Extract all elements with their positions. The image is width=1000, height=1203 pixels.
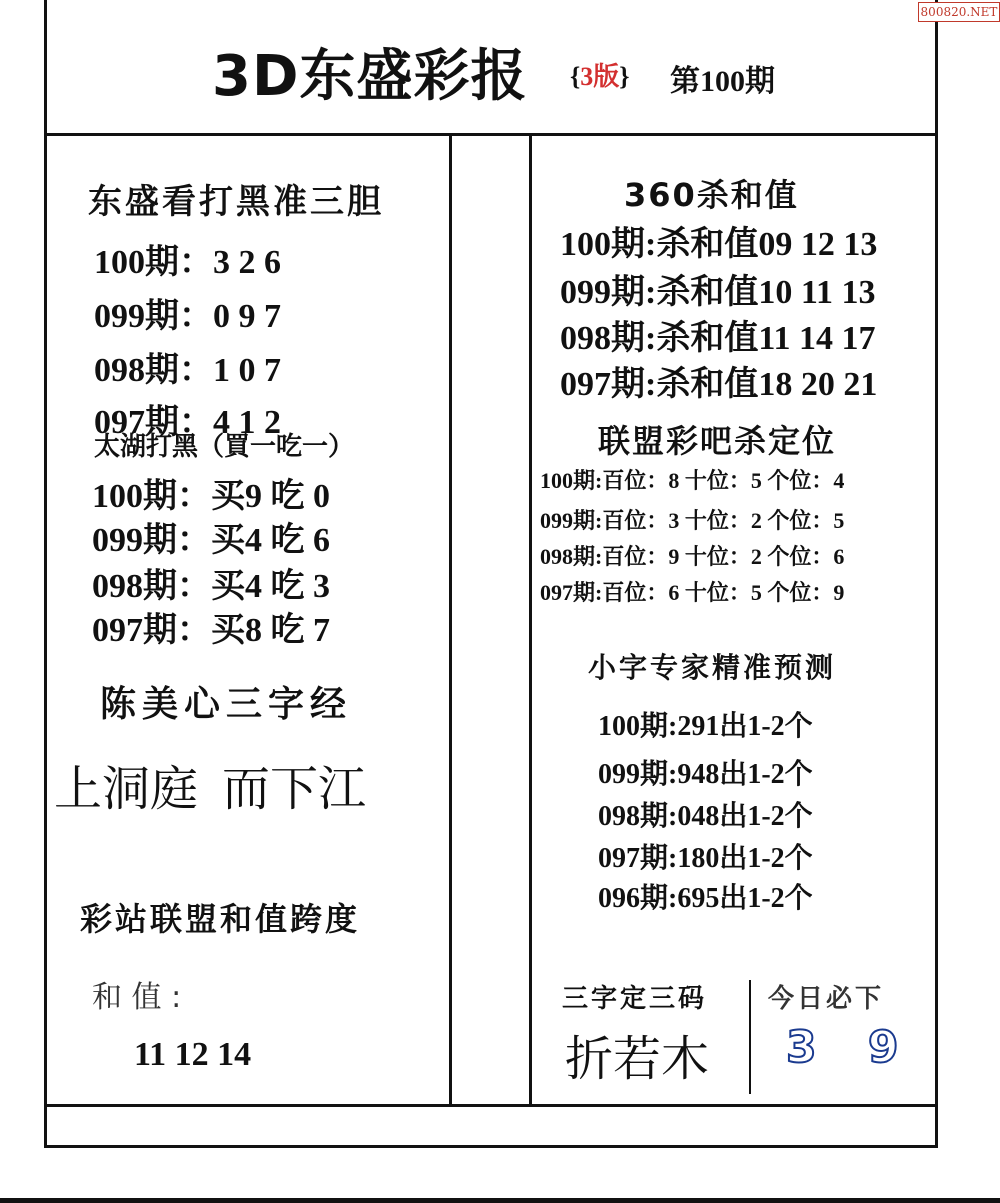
lianmeng-row: 099期:百位：3 十位：2 个位：5	[540, 508, 845, 533]
edition-badge	[570, 56, 630, 93]
newspaper-title: 3D东盛彩报	[212, 44, 528, 109]
dongsheng-row: 097期：4 1 2	[94, 404, 281, 441]
sha360-row: 099期:杀和值10 11 13	[560, 274, 876, 311]
edition-brace-close: }	[619, 62, 630, 91]
header-divider	[44, 133, 938, 136]
xiaozi-heading: 小字专家精准预测	[588, 651, 837, 684]
chenmeixin-verse: 上洞庭 而下江	[54, 763, 367, 816]
xiaozi-row: 100期:291出1-2个	[598, 711, 813, 742]
lianmeng-row: 100期:百位：8 十位：5 个位：4	[540, 468, 845, 493]
dongsheng-row: 098期：1 0 7	[94, 352, 281, 389]
watermark-badge: 800820.NET	[918, 2, 1000, 22]
sha360-row: 100期:杀和值09 12 13	[560, 226, 878, 263]
taihu-row: 097期：买8 吃 7	[92, 612, 330, 649]
lianmeng-heading: 联盟彩吧杀定位	[598, 422, 837, 460]
taihu-row: 099期：买4 吃 6	[92, 522, 330, 559]
lianmeng-row: 098期:百位：9 十位：2 个位：6	[540, 544, 845, 569]
sha360-row: 097期:杀和值18 20 21	[560, 366, 878, 403]
must-draw-label: 今日必下	[768, 984, 885, 1014]
chenmeixin-heading: 陈美心三字经	[100, 684, 353, 725]
taihu-row: 098期：买4 吃 3	[92, 568, 330, 605]
xiaozi-row: 097期:180出1-2个	[598, 843, 813, 874]
dongsheng-row: 100期：3 2 6	[94, 244, 281, 281]
column-divider-right	[529, 136, 532, 1104]
three-code-word: 折若木	[565, 1033, 710, 1086]
taihu-row: 100期：买9 吃 0	[92, 478, 330, 515]
sha360-heading: 360杀和值	[624, 176, 799, 214]
sum-values: 11 12 14	[134, 1036, 252, 1073]
issue-number: 第100期	[670, 65, 775, 98]
edition-brace-open: {	[570, 62, 581, 91]
footer-divider	[44, 1104, 938, 1107]
xiaozi-row: 099期:948出1-2个	[598, 759, 813, 790]
dongsheng-heading: 东盛看打黑准三胆	[88, 182, 384, 222]
dongsheng-row: 099期：0 9 7	[94, 298, 281, 335]
three-code-label: 三字定三码	[562, 984, 708, 1014]
edition-label: 3版	[580, 62, 620, 91]
caizhan-heading: 彩站联盟和值跨度	[80, 900, 361, 938]
column-divider-left	[449, 136, 452, 1104]
bottom-border	[0, 1198, 1000, 1203]
sum-label: 和 值 :	[92, 980, 182, 1015]
taihu-heading: 太湖打黑（買一吃一）	[94, 432, 355, 462]
xiaozi-row: 096期:695出1-2个	[598, 883, 813, 914]
bottom-split-divider	[749, 980, 751, 1094]
lianmeng-row: 097期:百位：6 十位：5 个位：9	[540, 580, 845, 605]
xiaozi-row: 098期:048出1-2个	[598, 801, 813, 832]
must-draw-digits: 3 9	[786, 1022, 917, 1073]
sha360-row: 098期:杀和值11 14 17	[560, 320, 876, 357]
